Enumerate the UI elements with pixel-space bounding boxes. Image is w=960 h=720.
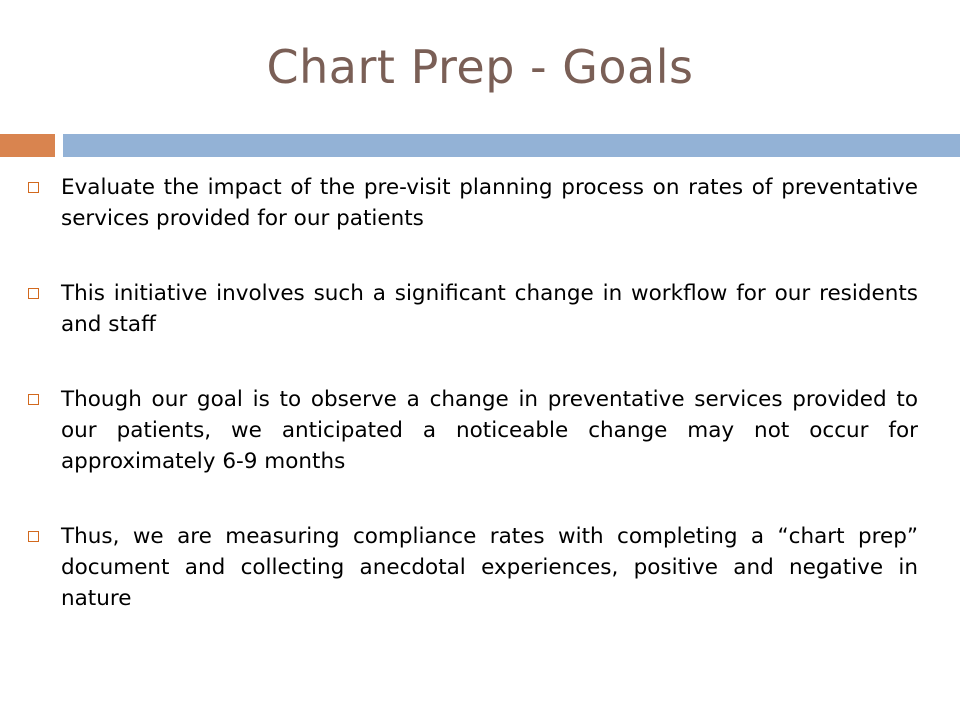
bullet-item [28, 278, 918, 340]
bullet-text: This initiative involves such a significant change in workflow for our residents and staff [61, 281, 918, 337]
bullet-list [28, 172, 918, 614]
slide-title: Chart Prep - Goals [266, 40, 694, 94]
square-bullet-icon [28, 288, 39, 299]
bullet-text: Evaluate the impact of the pre-visit planning process on rates of preventative services provided for our patients [61, 175, 918, 231]
accent-bar-orange [0, 134, 55, 157]
square-bullet-icon [28, 394, 39, 405]
bullet-item [28, 521, 918, 614]
square-bullet-icon [28, 182, 39, 193]
bullet-text: Though our goal is to observe a change in preventative services provided to our patients, we anticipated a noticeable change may not occur for approximately 6-9 months [61, 387, 918, 474]
bullet-item [28, 172, 918, 234]
accent-bar-blue [63, 134, 960, 157]
bullet-item [28, 384, 918, 477]
bullet-text: Thus, we are measuring compliance rates with completing a “chart prep” document and collecting anecdotal experiences, positive and negative in nature [61, 524, 918, 611]
square-bullet-icon [28, 531, 39, 542]
